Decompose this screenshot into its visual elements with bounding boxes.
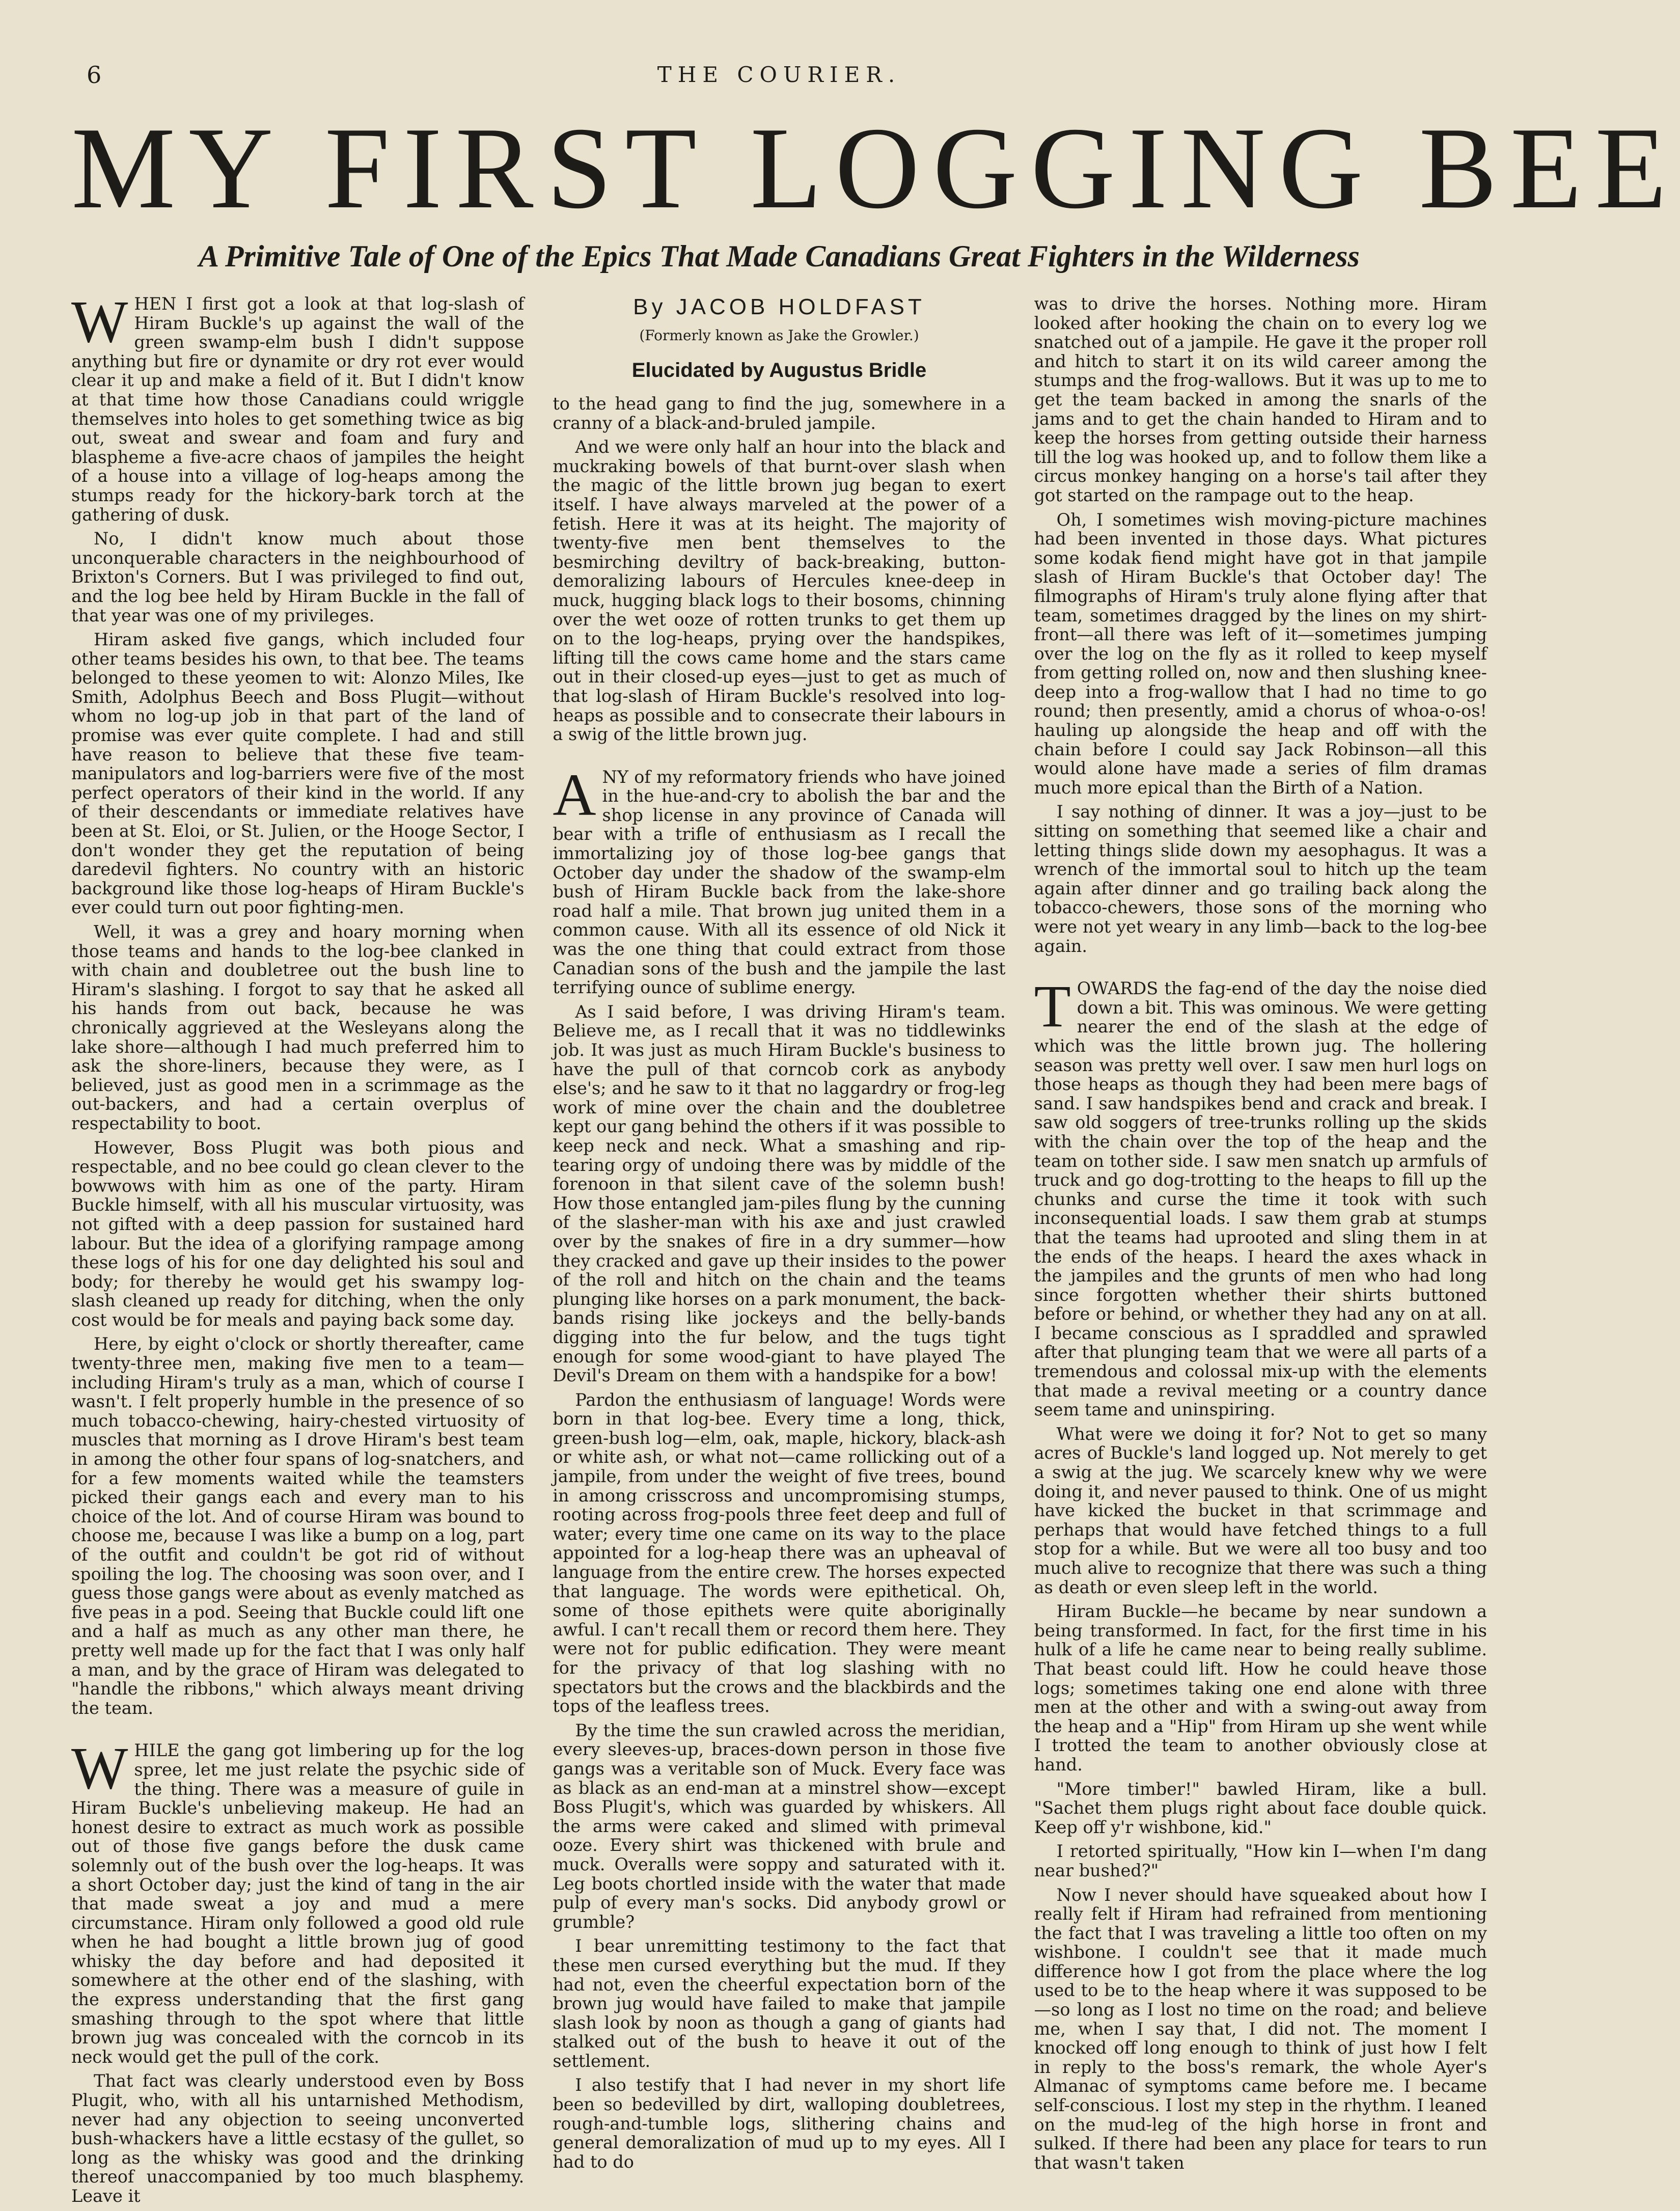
drop-cap: T [1034, 973, 1071, 1040]
paragraph: was to drive the horses. Nothing more. Hiram looked after hooking the chain on to every log we snatched out of a jampile. He gave it the proper roll and hitch to start it on its wild career among the stumps and the frog-wallows. But it was up to me to get the team backed in among the snarls of the jams and to get the chain handed to Hiram and to keep the horses from getting outside their harness till the log was hooked up, and to follow them like a circus monkey hanging on a horse's tail after they got started on the rampage out to the heap. [1034, 294, 1487, 505]
paragraph [71, 288, 525, 525]
paragraph: I say nothing of dinner. It was a joy—just to be sitting on something that seemed like a chair and letting things slide down my aesophagus. It was a wrench of the immortal soul to hitch up the team again after dinner and go trailing back along the tobacco-chewers, those sons of the morning who were not yet weary in any limb—back to the log-bee again. [1034, 802, 1487, 956]
section-break [71, 1723, 524, 1741]
article-columns [71, 288, 1487, 2206]
paragraph: Here, by eight o'clock or shortly thereafter, came twenty-three men, making five men to a team—including Hiram's truly as a man, which of course I wasn't. I felt properly humble in the presence of so much tobacco-chewing, hairy-chested virtuosity of muscles that morning as I drove Hiram's best team in among the other four spans of log-snatchers, and for a few moments waited while the teamsters picked their gangs each and every man to his choice of the lot. And of course Hiram was bound to choose me, because I was like a bump on a log, part of the outfit and couldn't be got rid of without spoiling the log. The choosing was soon over, and I guess those gangs were about as evenly matched as five peas in a pod. Seeing that Buckle could lift one and a half as much as any other man there, he pretty well made up for the fact that I was only half a man, and by the grace of Hiram was delegated to "handle the ribbons," which always meant driving the team. [71, 1334, 525, 1718]
paragraph: I also testify that I had never in my short life been so bedevilled by dirt, walloping doubletrees, rough-and-tumble logs, slithering chains and general demoralization of mud up to my eyes. All I had to do [553, 2075, 1006, 2172]
paragraph: I bear unremitting testimony to the fact that these men cursed everything but the mud. If they had not, even the cheerful expectation born of the brown jug would have failed to make that jampile slash look by noon as though a gang of giants had stalked out of the bush to heave it out of the settlement. [553, 1936, 1006, 2071]
elucidated-by: Elucidated by Augustus Bridle [631, 359, 927, 381]
paragraph: to the head gang to find the jug, somewhere in a cranny of a black-and-bruled jampile. [553, 394, 1006, 433]
byline-block [553, 294, 1005, 382]
paragraph-text: NY of my reformatory friends who have joined in the hue-and-cry to abolish the bar and the shop license in any province of Canada will bear with a trifle of enthusiasm as I recall the immortalizing joy of those log-bee gangs that October day under the shadow of the swamp-elm bush of Hiram Buckle back from the lake-shore road half a mile. That brown jug united them in a common cause. With all its essence of old Nick it was the one thing that could extract from those Canadian sons of the bush and the jampile the last terrifying ounce of sublime energy. [553, 767, 1006, 998]
paragraph-text: HEN I first got a look at that log-slash of Hiram Buckle's up against the wall of the green swamp-elm bush I didn't suppose anything but fire or dynamite or dry rot ever would clear it up and make a field of it. But I didn't know at that time how those Canadians could wriggle themselves into holes to get something twice as big out, sweat and swear and foam and fury and blaspheme a five-acre chaos of jampiles the height of a house into a village of log-heaps among the stumps ready for the hickory-bark torch at the gathering of dusk. [71, 294, 525, 525]
paragraph [553, 761, 1006, 998]
paragraph [71, 1735, 525, 2067]
paragraph: "More timber!" bawled Hiram, like a bull. "Sachet them plugs right about face double quick. Keep off y'r wishbone, kid." [1034, 1779, 1487, 1837]
paragraph [1034, 973, 1487, 1420]
byline-note: (Formerly known as Jake the Growler.) [639, 327, 919, 344]
section-break [553, 749, 1005, 768]
paper-name: THE COURIER. [657, 62, 901, 87]
paragraph: Now I never should have squeaked about how I really felt if Hiram had refrained from mentioning the fact that I was traveling a little too often on my wishbone. I couldn't see that it made much difference how I got from the place where the log used to be to the heap where it was supposed to be—so long as I lost no time on the road; and believe me, when I say that, I did not. The moment I knocked off long enough to think of just how I felt in reply to the boss's remark, the whole Ayer's Almanac of symptoms came before me. I became self-conscious. I lost my step in the rhythm. I leaned on the mud-leg of the high horse in front and sulked. If there had been any place for tears to run that wasn't taken [1034, 1885, 1487, 2173]
paragraph: However, Boss Plugit was both pious and respectable, and no bee could go clean clever to the bowwows with him as one of the party. Hiram Buckle himself, with all his muscular virtuosity, was not gifted with a deep passion for sustained hard labour. But the idea of a glorifying rampage among these logs of his for one day delighted his soul and body; for thereby he would get his swampy log-slash cleaned up ready for ditching, when the only cost would be for meals and paying back some day. [71, 1137, 525, 1330]
column-1 [71, 288, 525, 2211]
drop-cap: W [71, 288, 128, 355]
paragraph-text: OWARDS the fag-end of the day the noise died down a bit. This was ominous. We were getting nearer the end of the slash at the edge of which was the little brown jug. The hollering season was pretty well over. I saw men hurl logs on those heaps as though they had been mere bags of sand. I saw handspikes bend and crack and break. I saw old soggers of tree-trunks rolling up the skids with the chain over the top of the heap and the team on tother side. I saw men snatch up armfuls of truck and go dog-trotting to the heaps to fill up the chunks and curse the time it took with such inconsequential loads. I saw them grab at stumps that the teams had uprooted and sling them in at the ends of the heaps. I heard the axes whack in the jampiles and the grunts of men who had long since forgotten whether their shirts buttoned before or behind, or whether they had any on at all. I became conscious as I spraddled and sprawled after that plunging team that we were all parts of a tremendous and colossal mix-up with the elements that made a revival meeting or a country dance seem tame and uninspiring. [1034, 978, 1487, 1420]
paragraph: By the time the sun crawled across the meridian, every sleeves-up, braces-down person in those five gangs was a veritable son of Muck. Every face was as black as an end-man at a minstrel show—except Boss Plugit's, which was guarded by whiskers. All the arms were caked and slimed with primeval ooze. Every shirt was thickened with brule and muck. Overalls were soppy and saturated with it. Leg boots chortled inside with the water that made pulp of every man's socks. Did anybody growl or grumble? [553, 1720, 1006, 1932]
paragraph: Well, it was a grey and hoary morning when those teams and hands to the log-bee clanked in with chain and doubletree out the bush line to Hiram's slashing. I forgot to say that he asked all his hands from out back, because he was chronically aggrieved at the Wesleyans along the lake shore—although I had much preferred him to ask the shore-liners, because they were, as I believed, just as good men in a scrimmage as the out-backers, and had a certain overplus of respectability to boot. [71, 922, 525, 1133]
drop-cap: W [71, 1735, 128, 1802]
paragraph: I retorted spiritually, "How kin I—when I'm dang near bushed?" [1034, 1841, 1487, 1880]
paragraph: That fact was clearly understood even by Boss Plugit, who, with all his untarnished Methodism, never had any objection to seeing unconverted bush-whackers have a little ecstasy of the gullet, so long as the whisky was good and the drinking thereof unaccompanied by too much blasphemy. Leave it [71, 2071, 525, 2206]
running-head [71, 56, 1487, 97]
paragraph: And we were only half an hour into the black and muckraking bowels of that burnt-over slash when the magic of the little brown jug began to exert itself. I have always marveled at the power of a fetish. Here it was at its height. The majority of twenty-five men bent themselves to the besmirching deviltry of back-breaking, button-demoralizing labours of Hercules knee-deep in muck, hugging black logs to their bosoms, chinning over the wet ooze of rotten trunks to get them up on to the log-heaps, prying over the handspikes, lifting till the cows came home and the stars came out in their closed-up eyes—just to get as much of that log-slash of Hiram Buckle's resolved into log-heaps as possible and to consecrate their labours in a swig of the little brown jug. [553, 437, 1006, 745]
paragraph: Hiram Buckle—he became by near sundown a being transformed. In fact, for the first time in his hulk of a life he came near to being really sublime. That beast could lift. How he could heave those logs; sometimes taking one end alone with three men at the other and with a swing-out away from the heap and a "Hip" from Hiram up she went while I trotted the team to another obviously close at hand. [1034, 1601, 1487, 1775]
drop-cap: A [553, 761, 596, 828]
subtitle: A Primitive Tale of One of the Epics That Made Canadians Great Fighters in the Wilderness [199, 239, 1360, 273]
section-break [1034, 961, 1487, 979]
page-number: 6 [87, 61, 102, 89]
paragraph: As I said before, I was driving Hiram's team. Believe me, as I recall that it was no tiddlewinks job. It was just as much Hiram Buckle's business to have the pull of that corncob cork as anybody else's; and he saw to it that no laggardry or frog-leg work of mine over the chain and the doubletree kept our gang behind the others if it was possible to keep neck and neck. What a smashing and rip-tearing orgy of undoing there was by middle of the forenoon in that silent cave of the solemn bush! How those entangled jam-piles flung by the cunning of the slasher-man with his axe and just crawled over by the snakes of fire in a dry summer—how they cracked and gave up their insides to the power of the roll and hitch on the chain and the teams plunging like horses on a park monument, the back-bands rising like jockeys and the belly-bands digging into the fur below, and the tugs tight enough for some wood-giant to have played The Devil's Dream on them with a handspike for a bow! [553, 1001, 1006, 1386]
column-2 [553, 294, 1005, 2211]
paragraph: No, I didn't know much about those unconquerable characters in the neighbourhood of Brixton's Corners. But I was privileged to find out, and the log bee held by Hiram Buckle in the fall of that year was one of my privileges. [71, 529, 525, 625]
paragraph-text: HILE the gang got limbering up for the log spree, let me just relate the psychic side of the thing. There was a measure of guile in Hiram Buckle's unbelieving makeup. He had an honest desire to extract as much work as possible out of those five gangs before the dusk came solemnly out of the bush over the log-heaps. It was a short October day; just the kind of tang in the air that made sweat a joy and mud a mere circumstance. Hiram only followed a good old rule when he had bought a little brown jug of good whisky the day before and had deposited it somewhere at the other end of the slashing, with the express understanding that the first gang smashing through to the spot where that little brown jug was concealed with the corncob in its neck would get the pull of the cork. [71, 1740, 525, 2067]
paragraph: What were we doing it for? Not to get so many acres of Buckle's land logged up. Not merely to get a swig at the jug. We scarcely knew why we were doing it, and never paused to think. One of us might have kicked the bucket in that scrimmage and perhaps that would have fetched things to a full stop for a while. But we were all too busy and too much alive to recognize that there was such a thing as death or even sleep left in the world. [1034, 1424, 1487, 1597]
column-3 [1034, 294, 1487, 2211]
paragraph: Hiram asked five gangs, which included four other teams besides his own, to that bee. The teams belonged to these yeomen to wit: Alonzo Miles, Ike Smith, Adolphus Beech and Boss Plugit—without whom no log-up job in that part of the land of promise was ever quite complete. I had and still have reason to believe that these five team-manipulators and log-barriers were five of the most perfect operators of their kind in the world. If any of their descendants or immediate relatives have been at St. Eloi, or St. Julien, or the Hooge Sector, I don't wonder they get the reputation of being daredevil fighters. No country with an historic background like those log-heaps of Hiram Buckle's ever could turn out poor fighting-men. [71, 630, 525, 918]
headline: MY FIRST LOGGING BEE [71, 103, 1680, 233]
paragraph: Pardon the enthusiasm of language! Words were born in that log-bee. Every time a long, thick, green-bush log—elm, oak, maple, hickory, black-ash or white ash, or what not—came rollicking out of a jampile, from under the weight of five trees, bound in among crisscross and uncompromising stumps, rooting across frog-pools three feet deep and full of water; every time one came on its way to the place appointed for a log-heap there was an upheaval of language from the entire crew. The horses expected that language. The words were epithetical. Oh, some of those epithets were quite aboriginally awful. I can't recall them or record them here. They were not for public edification. They were meant for the privacy of that log slashing with no spectators but the crows and the blackbirds and the tops of the leafless trees. [553, 1389, 1006, 1716]
paragraph: Oh, I sometimes wish moving-picture machines had been invented in those days. What pictures some kodak fiend might have got in that jampile slash of Hiram Buckle's that October day! The filmographs of Hiram's truly alone flying after that team, sometimes dragged by the lines on my shirt-front—all there was left of it—sometimes jumping over the log on the fly as it rolled to keep myself from getting rolled on, now and then slushing knee-deep into a frog-wallow that I had no time to go round; then presently, amid a chorus of whoa-o-os! hauling up alongside the heap and off with the chain before I could say Jack Robinson—all this would alone have made a series of film dramas much more epical than the Birth of a Nation. [1034, 509, 1487, 798]
byline: By JACOB HOLDFAST [633, 294, 925, 319]
